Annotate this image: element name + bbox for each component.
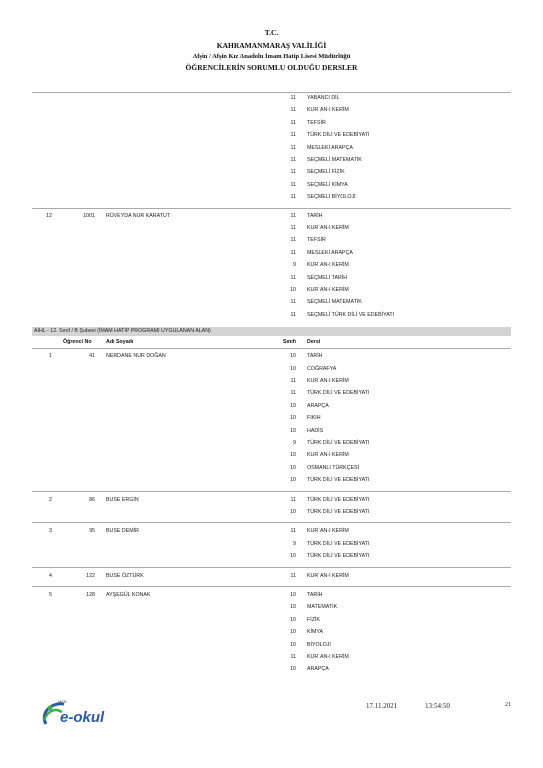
course-grade: 11 <box>290 572 296 579</box>
course-grade: 11 <box>290 194 296 201</box>
course-name: SEÇMELİ MATEMATİK <box>307 157 362 163</box>
page-title: ÖĞRENCİLERİN SORUMLU OLDUĞU DERSLER <box>185 63 358 72</box>
course-name: TÜRK DİLİ VE EDEBİYATI <box>307 553 370 560</box>
footer-date: 17.11.2021 <box>366 702 398 710</box>
logo-dot <box>48 706 53 711</box>
student-sira: 12 <box>46 212 52 219</box>
course-name: TÜRK DİLİ VE EDEBİYATI <box>307 540 370 547</box>
course-grade: 10 <box>290 553 296 560</box>
course-name: MATEMATİK <box>307 604 338 611</box>
course-name: KUR`AN-I KERİM <box>307 107 349 114</box>
course-grade: 10 <box>290 641 296 648</box>
course-grade: 11 <box>290 274 296 281</box>
course-name: KUR`AN-I KERİM <box>307 528 349 535</box>
footer-page-number: 21 <box>505 702 511 708</box>
course-grade: 11 <box>290 311 296 318</box>
student-number: 41 <box>89 353 95 360</box>
header-province: KAHRAMANMARAŞ VALİLİĞİ <box>216 41 327 50</box>
eokul-logo <box>36 694 136 734</box>
course-grade: 10 <box>290 629 296 636</box>
course-grade: 10 <box>290 666 296 673</box>
course-name: KUR`AN-I KERİM <box>307 452 349 459</box>
course-name: COĞRAFYA <box>307 365 337 372</box>
student-sira: 4 <box>49 572 52 579</box>
course-name: ARAPÇA <box>307 402 329 409</box>
course-grade: 10 <box>290 509 296 515</box>
course-grade: 11 <box>290 107 296 114</box>
column-header-divider <box>32 348 511 349</box>
student-sira: 1 <box>49 353 52 360</box>
course-name: TARİH <box>307 592 323 598</box>
student-divider <box>32 567 511 568</box>
course-name: ARAPÇA <box>307 666 329 673</box>
column-header-ders: Dersi <box>307 339 321 346</box>
course-grade: 10 <box>290 365 296 372</box>
course-grade: 9 <box>293 540 296 547</box>
column-header-sinif: Sınıfı <box>283 339 296 346</box>
student-name: AYŞEGÜL KONAK <box>106 592 151 598</box>
course-grade: 11 <box>290 169 296 176</box>
course-name: TEFSİR <box>307 119 326 126</box>
student-name: BUSE ÖZTÜRK <box>106 572 144 579</box>
student-name: BUSE DEMİR <box>106 528 139 535</box>
course-grade: 11 <box>290 181 296 188</box>
course-name: KUR`AN-I KERİM <box>307 378 349 384</box>
course-name: KUR`AN-I KERİM <box>307 287 349 293</box>
course-name: KUR`AN-I KERİM <box>307 262 349 269</box>
course-name: SEÇMELİ TARİH <box>307 274 348 281</box>
course-grade: 11 <box>290 144 296 151</box>
course-grade: 11 <box>290 237 296 244</box>
course-grade: 10 <box>290 353 296 360</box>
course-grade: 10 <box>290 452 296 459</box>
course-grade: 11 <box>290 132 296 139</box>
student-number: 128 <box>86 592 95 598</box>
course-name: FİZİK <box>307 616 320 623</box>
course-name: TÜRK DİLİ VE EDEBİYATI <box>307 440 370 446</box>
student-divider <box>32 491 511 492</box>
student-sira: 5 <box>49 592 52 598</box>
column-header-ad: Adı Soyadı <box>106 339 134 346</box>
course-name: TÜRK DİLİ VE EDEBİYATI <box>307 509 370 515</box>
course-name: KİMYA <box>307 629 324 636</box>
course-name: BİYOLOJİ <box>307 641 331 648</box>
column-header-no: Öğrenci No <box>63 339 92 346</box>
course-name: OSMANLI TÜRKÇESİ <box>307 464 359 471</box>
course-grade: 9 <box>293 262 296 269</box>
header-school: Afşin / Afşin Kız Anadolu İmam Hatip Lisesi Müdürlüğü <box>192 53 351 60</box>
student-name: RÜVEYDA NUR KARATUT <box>106 212 171 219</box>
course-grade: 11 <box>290 225 296 231</box>
course-name: MESLEKİ ARAPÇA <box>307 144 353 151</box>
course-grade: 11 <box>290 528 296 535</box>
course-grade: 11 <box>290 119 296 126</box>
course-grade: 11 <box>290 157 296 163</box>
course-grade: 10 <box>290 402 296 409</box>
course-name: TARİH <box>307 212 323 219</box>
logo-eokul-text: e-okul <box>60 709 105 726</box>
course-name: FIKIH <box>307 415 321 422</box>
student-divider <box>32 522 511 523</box>
course-name: KUR`AN-I KERİM <box>307 225 349 231</box>
student-divider <box>32 208 511 209</box>
course-grade: 10 <box>290 592 296 598</box>
student-sira: 2 <box>49 496 52 503</box>
course-grade: 11 <box>290 212 296 219</box>
student-number: 1001 <box>83 212 95 219</box>
course-grade: 10 <box>290 616 296 623</box>
course-name: SEÇMELİ KİMYA <box>307 181 348 188</box>
course-grade: 11 <box>290 390 296 397</box>
course-grade: 11 <box>290 299 296 306</box>
course-grade: 10 <box>290 287 296 293</box>
course-name: SEÇMELİ MATEMATİK <box>307 299 362 306</box>
header-tc: T.C. <box>264 28 279 37</box>
course-name: TÜRK DİLİ VE EDEBİYATI <box>307 390 370 397</box>
course-name: KUR`AN-I KERİM <box>307 572 349 579</box>
course-grade: 9 <box>293 440 296 446</box>
course-name: YABANCI DİL <box>307 95 340 101</box>
course-name: SEÇMELİ BİYOLOJİ <box>307 194 356 201</box>
logo-meb-text: MEB <box>58 699 67 704</box>
course-grade: 10 <box>290 415 296 422</box>
course-grade: 11 <box>290 654 296 660</box>
course-grade: 11 <box>290 95 296 101</box>
student-number: 95 <box>89 528 95 535</box>
course-grade: 10 <box>290 604 296 611</box>
student-number: 86 <box>89 496 95 503</box>
course-name: TÜRK DİLİ VE EDEBİYATI <box>307 477 370 484</box>
student-number: 122 <box>86 572 95 579</box>
course-name: TÜRK DİLİ VE EDEBİYATI <box>307 132 370 139</box>
footer-time: 13:54:50 <box>425 702 450 710</box>
course-name: MESLEKİ ARAPÇA <box>307 249 353 256</box>
course-name: SEÇMELİ TÜRK DİLİ VE EDEBİYATI <box>307 311 395 318</box>
course-name: KUR`AN-I KERİM <box>307 654 349 660</box>
course-grade: 10 <box>290 427 296 434</box>
course-grade: 10 <box>290 464 296 471</box>
course-name: TARİH <box>307 353 323 360</box>
student-sira: 3 <box>49 528 52 535</box>
course-grade: 11 <box>290 378 296 384</box>
course-grade: 10 <box>290 477 296 484</box>
course-grade: 11 <box>290 496 296 503</box>
student-name: BUSE ERGİN <box>106 496 139 503</box>
course-name: HADİS <box>307 427 324 434</box>
top-divider <box>32 92 511 93</box>
course-name: TEFSİR <box>307 237 326 244</box>
course-grade: 11 <box>290 249 296 256</box>
course-name: TÜRK DİLİ VE EDEBİYATI <box>307 496 370 503</box>
section-title: AİHL - 12. Sınıf / B Şubesi (İMAM HATİP PROGRAMI UYGULANAN ALAN) <box>34 328 211 335</box>
student-name: NERDANE NUR DOĞAN <box>106 353 166 360</box>
student-divider <box>32 586 511 587</box>
course-name: SEÇMELİ FİZİK <box>307 169 345 176</box>
